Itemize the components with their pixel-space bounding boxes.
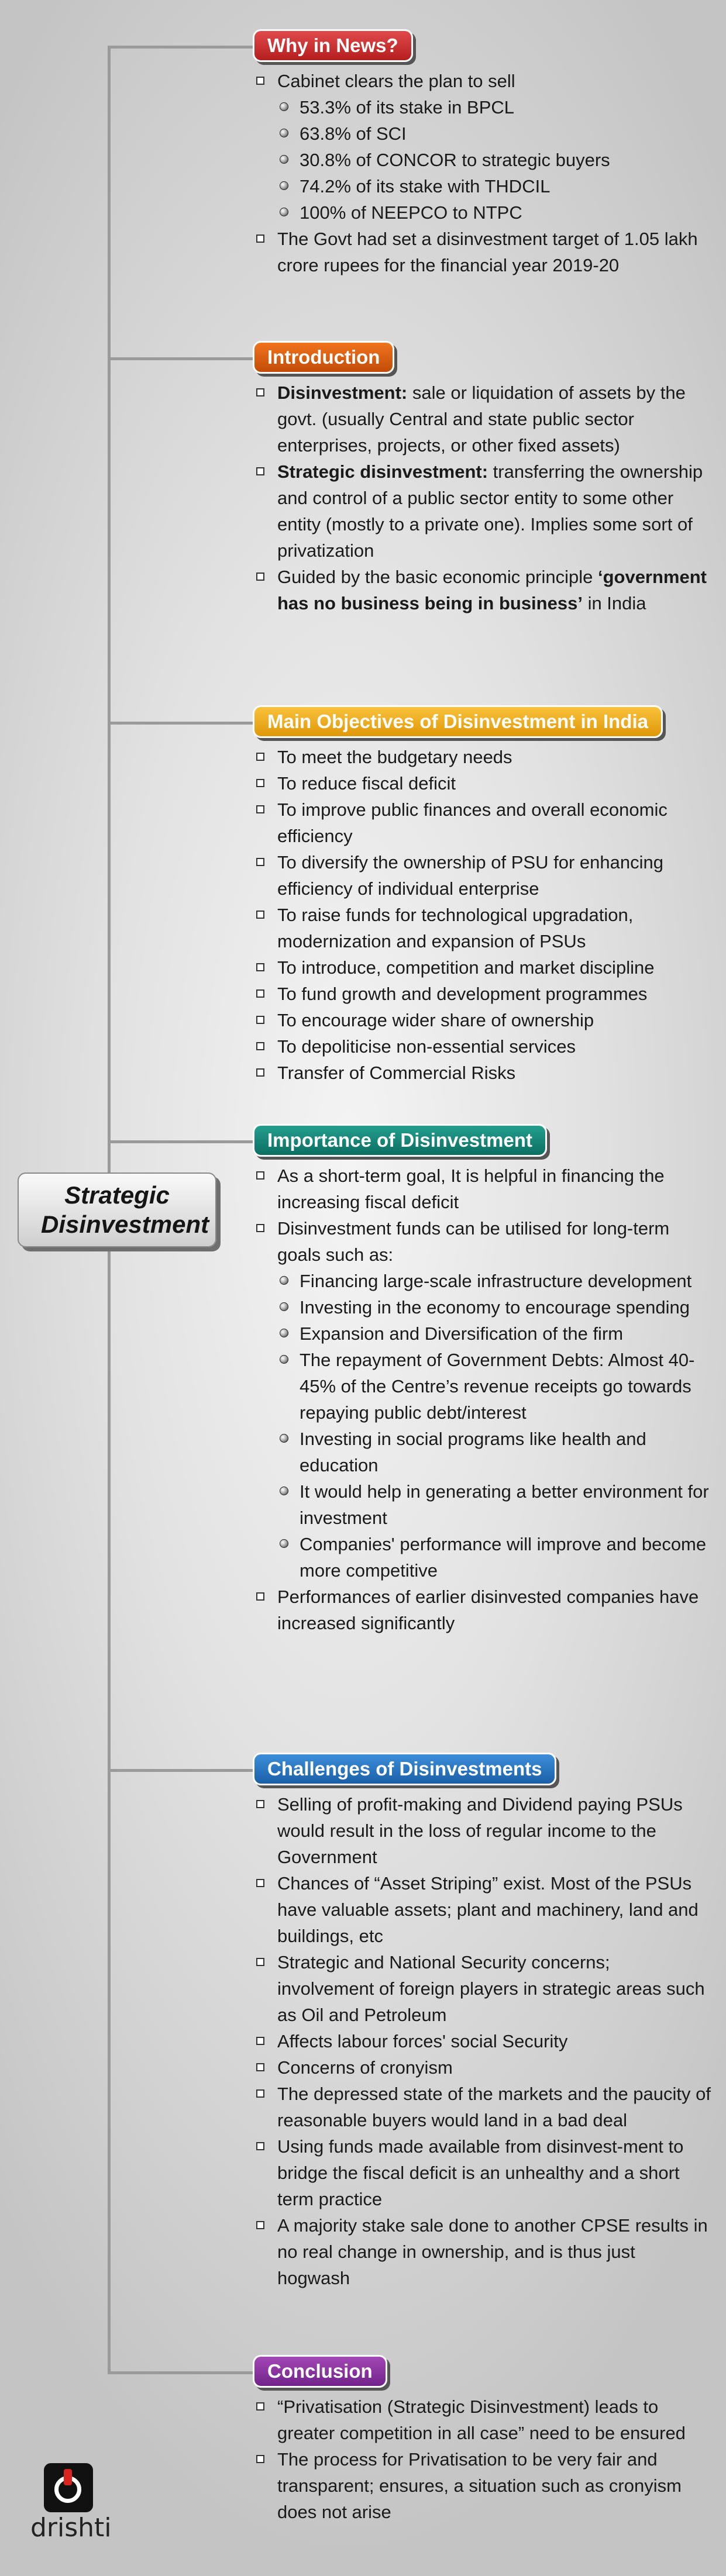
section-challenges — [255, 1753, 711, 2291]
list-item: Strategic and National Security concerns; involvement of foreign players in strategic areas such as Oil and Petroleum — [255, 1949, 711, 2028]
list-item: “Privatisation (Strategic Disinvestment) leads to greater competition in all case” need to be ensured — [255, 2394, 711, 2446]
list-item: Disinvestment: sale or liquidation of assets by the govt. (usually Central and state public sector enterprises, projects, or other fixed assets) — [255, 380, 711, 458]
branch-introduction — [108, 357, 254, 360]
main-topic-title: Strategic Disinvestment — [41, 1181, 209, 1238]
section-title: Challenges of Disinvestments — [253, 1753, 556, 1785]
list-item: A majority stake sale done to another CPSE results in no real change in ownership, and is thus just hogwash — [255, 2212, 711, 2291]
branch-why-in-news — [108, 46, 254, 49]
list-item: To fund growth and development programmes — [255, 981, 711, 1007]
section-importance — [255, 1124, 711, 1636]
list-item: The Govt had set a disinvestment target of 1.05 lakh crore rupees for the financial year 2019-20 — [255, 226, 711, 278]
list-item: To encourage wider share of ownership — [255, 1007, 711, 1033]
section-title: Conclusion — [253, 2355, 387, 2388]
branch-objectives — [108, 722, 254, 725]
list-item: Chances of “Asset Striping” exist. Most of the PSUs have valuable assets; plant and machinery, land and buildings, etc — [255, 1870, 711, 1949]
list-item: To introduce, competition and market discipline — [255, 954, 711, 981]
list-item: Guided by the basic economic principle ‘government has no business being in business’ in India — [255, 564, 711, 616]
drishti-logo — [30, 2463, 112, 2543]
sub-list-item: 53.3% of its stake in BPCL — [278, 94, 711, 120]
branch-challenges — [108, 1769, 254, 1772]
section-title: Main Objectives of Disinvestment in India — [253, 705, 663, 738]
list-item: Using funds made available from disinvest-ment to bridge the fiscal deficit is an unhealthy and a short term practice — [255, 2133, 711, 2212]
list-item: To meet the budgetary needs — [255, 744, 711, 770]
list-item: Selling of profit-making and Dividend paying PSUs would result in the loss of regular income to the Government — [255, 1791, 711, 1870]
sub-list-item: Companies' performance will improve and become more competitive — [278, 1531, 711, 1584]
list-item: Transfer of Commercial Risks — [255, 1060, 711, 1086]
list-item: The depressed state of the markets and the paucity of reasonable buyers would land in a bad deal — [255, 2081, 711, 2133]
list-item: To raise funds for technological upgradation, modernization and expansion of PSUs — [255, 902, 711, 954]
list-item: Performances of earlier disinvested companies have increased significantly — [255, 1584, 711, 1636]
sub-list-item: Investing in social programs like health and education — [278, 1426, 711, 1478]
list-item: To diversify the ownership of PSU for enhancing efficiency of individual enterprise — [255, 849, 711, 902]
section-title: Introduction — [253, 341, 394, 374]
logo-text: drishti — [30, 2513, 112, 2543]
list-item: Affects labour forces' social Security — [255, 2028, 711, 2054]
section-title: Importance of Disinvestment — [253, 1124, 547, 1157]
list-item: To improve public finances and overall economic efficiency — [255, 796, 711, 849]
sub-list-item: 74.2% of its stake with THDCIL — [278, 173, 711, 199]
main-topic-box — [18, 1173, 216, 1247]
sub-list-item: Expansion and Diversification of the firm — [278, 1320, 711, 1347]
list-item: Concerns of cronyism — [255, 2054, 711, 2081]
logo-icon — [44, 2463, 93, 2512]
list-item: To reduce fiscal deficit — [255, 770, 711, 796]
sub-list-item: 30.8% of CONCOR to strategic buyers — [278, 147, 711, 173]
branch-importance — [108, 1140, 254, 1143]
section-why-in-news — [255, 29, 711, 278]
section-introduction — [255, 341, 711, 616]
list-item: Cabinet clears the plan to sell 53.3% of its stake in BPCL 63.8% of SCI 30.8% of CONCOR to strategic buyers 74.2% of its stake with THDCIL 100% of NEEPCO to NTPC — [255, 68, 711, 226]
sub-list-item: Investing in the economy to encourage spending — [278, 1294, 711, 1320]
section-main-objectives — [255, 705, 711, 1086]
branch-conclusion — [108, 2371, 254, 2374]
list-item: Strategic disinvestment: transferring the ownership and control of a public sector entity to some other entity (mostly to a private one). Implies some sort of privatization — [255, 458, 711, 564]
list-item: Disinvestment funds can be utilised for long-term goals such as: Financing large-scale infrastructure development Investing in the economy to encourage spending Expansion and Diversification of the firm The repayment of Government Debts: Almost 40-45% of the Centre’s revenue receipts go towards repaying public debt/interest Investing in social programs like health and education It would help in generating a better environment for investment Companies' performance will improve and become more competitive — [255, 1215, 711, 1584]
sub-list-item: 100% of NEEPCO to NTPC — [278, 199, 711, 226]
list-item: As a short-term goal, It is helpful in financing the increasing fiscal deficit — [255, 1163, 711, 1215]
sub-list-item: 63.8% of SCI — [278, 120, 711, 147]
sub-list-item: Financing large-scale infrastructure development — [278, 1268, 711, 1294]
sub-list-item: The repayment of Government Debts: Almost 40-45% of the Centre’s revenue receipts go towards repaying public debt/interest — [278, 1347, 711, 1426]
sub-list-item: It would help in generating a better environment for investment — [278, 1478, 711, 1531]
list-item: The process for Privatisation to be very fair and transparent; ensures, a situation such as cronyism does not arise — [255, 2446, 711, 2525]
list-item: To depoliticise non-essential services — [255, 1033, 711, 1060]
section-conclusion — [255, 2355, 711, 2525]
section-title: Why in News? — [253, 29, 413, 62]
